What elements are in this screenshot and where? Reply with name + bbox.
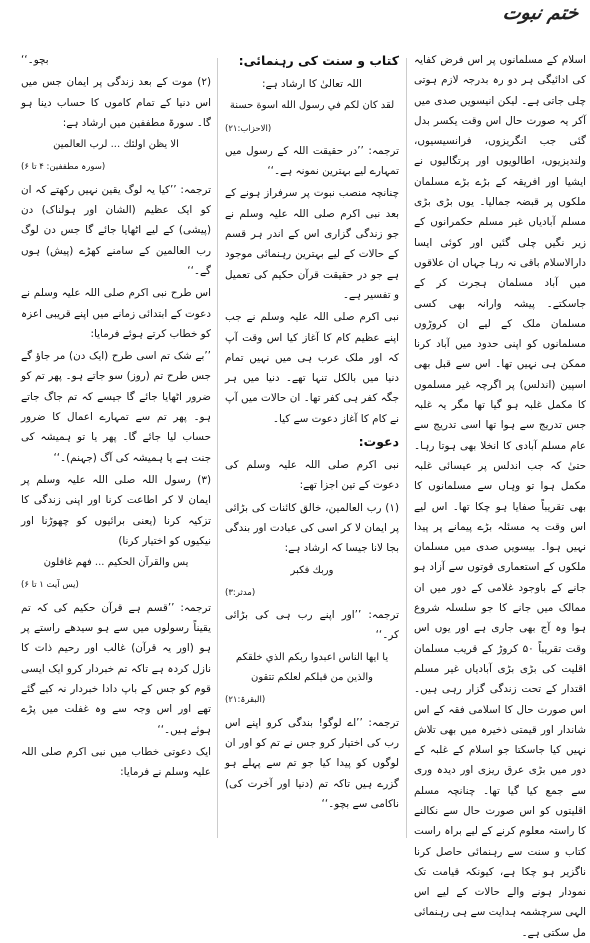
body-paragraph: نبی اکرم صلی اللہ علیہ وسلم نے جب اپنے عظیم کام کا آغاز کیا اس وقت آپ کہ اور ملک عرب ہی میں نہیں تمام دنیا میں بالکل تنہا تھے۔ دنیا میں ہر جگہ کفر ہی کفر تھا۔ ان حالات میں آپ نے کام کا آغاز دعوت سے کیا۔ — [225, 311, 399, 425]
continued-text: بچو۔‘‘ — [21, 54, 49, 66]
translation: ترجمہ: ’’اور اپنے رب ہی کی بڑائی کر۔‘‘ — [225, 609, 399, 642]
body-paragraph: ایک دعوتی خطاب میں نبی اکرم صلی اللہ علیہ وسلم نے فرمایا: — [21, 745, 211, 779]
column-divider — [217, 58, 218, 838]
verse-reference: (سورہ مطففین: ۴ تا ۶) — [21, 162, 106, 173]
quran-verse: لقد كان لكم في رسول الله اسوة حسنة — [229, 100, 395, 112]
translation: ترجمہ: ’’در حقیقت اللہ کے رسول میں تمہارے لیے بہترین نمونہ ہے۔‘‘ — [225, 144, 399, 178]
column-divider — [406, 58, 407, 838]
body-paragraph: چنانچہ منصب نبوت پر سرفراز ہونے کے بعد نبی اکرم صلی اللہ علیہ وسلم نے جو زندگی گزاری اس کے اندر ہر قسم کے حالات کے لیے بہترین رہنمائی موجود ہے جو در حقیقت قرآن حکیم کی تعمیل و تفسیر ہے۔ — [225, 187, 399, 301]
quran-verse: يا ايها الناس اعبدوا ربكم الذي خلقكم والذين من قبلكم لعلكم تتقون — [235, 651, 389, 684]
translation: ترجمہ: ’’اے لوگو! بندگی کرو اپنے اس رب کی اختیار کرو جس نے تم کو اور ان لوگوں کو پیدا کیا جو تم سے پہلے ہو گزرے ہیں تاکہ تم (دنیا اور آخرت کی) ناکامی سے بچو۔‘‘ — [225, 716, 399, 810]
intro-text: اللہ تعالیٰ کا ارشاد ہے: — [262, 78, 362, 90]
body-paragraph: اسلام کے مسلمانوں پر اس فرض کفایہ کی ادائیگی ہر دو رہ بدرجہ لازم ہوتی چلی جاتی ہے۔ لیکن انیسویں صدی میں آکر یہ صورت حال اس وقت یکسر بدل گئی جب انگریزوں، فرانسیسیوں، ولندیزیوں، اطالویوں اور پرتگالیوں نے ایشیا اور افریقہ کے بڑے بڑے مسلمان ملکوں پر قبضہ جمالیا۔ یوں بڑی بڑی مسلم آبادیاں غیر مسلم حکمرانوں کے زیر نگیں چلی گئیں اور کوئی ایسا دارالاسلام باقی نہ رہا جہاں ان علاقوں میں آباد مسلمان ہجرت کر کے جاسکتے۔ پیشہ وارانہ بھی کسی مسلمان ملک کے لیے ان کروڑوں مسلمانوں کو اپنی حدود میں آباد کرنا ممکن ہی نہیں تھا۔ اس سے قبل بھی اسپین (اندلس) پر اگرچہ غیر مسلموں کا مکمل غلبہ ہو گیا تھا مگر یہ غلبہ جس تدریج سے ہوا تھا اسی تدریج سے عام مسلم آبادی کا انخلا بھی ہوتا رہا۔ حتیٰ کہ جب اندلس پر عیسائی غلبہ مکمل ہوا تو وہاں سے مسلمانوں کا بھی تقریباً صفایا ہو چکا تھا۔ اس لیے اس وقت یہ مسئلہ بڑے پیمانے پر پیدا نہیں ہوا۔ بیسویں صدی میں مسلمان ملکوں کے استعماری قوتوں سے آزاد ہو جانے کے باوجود غلامی کے دور میں ان ممالک میں جانے کا جو سلسلہ شروع ہوا وہ آج بھی جاری ہے اور یوں اس وقت تقریباً ۵۰ کروڑ کے قریب مسلمان اقلیت کی بڑی بڑی آبادیاں غیر مسلم اقتدار کے تحت زندگی گزار رہی ہیں۔ اس صورت حال کا اسلامی فقہ کے اس شاندار اور قیمتی ذخیرہ میں بھی تلاش نہیں کیا جاسکتا جو اسلام کے غلبہ کے دور میں بڑی عرق ریزی اور دیدہ وری سے جمع کیا گیا تھا۔ چنانچہ مسلم اقلیتوں کو اس صورت حال سے نکالنے کا راستہ معلوم کرنے کے لیے براہ راست کتاب و سنت سے رہنمائی حاصل کرنا ناگزیر ہو چکا ہے، کیونکہ قیامت تک نمودار ہونے والے حالات کے لیے اس الہی سرچشمہ ہدایت سے ہی رہنمائی مل سکتی ہے۔ — [414, 54, 586, 939]
body-paragraph: نبی اکرم صلی اللہ علیہ وسلم کی دعوت کے تین اجزا تھے: — [225, 459, 399, 492]
verse-reference: (مدثر:۳) — [225, 587, 256, 598]
left-column — [21, 50, 211, 846]
middle-column — [225, 50, 399, 846]
magazine-logo: ختم نبوت — [500, 2, 580, 24]
quran-verse: الا يظن اولئك ... لرب العالمين — [53, 139, 179, 151]
verse-reference: (الاحزاب:۲۱) — [225, 123, 272, 134]
hadith-quote: ’’بے شک تم اسی طرح (ایک دن) مر جاؤ گے جس طرح تم (روز) سو جاتے ہو۔ پھر تم کو ضرور اٹھایا جائے گا جیسے کہ تم جاگ جاتے ہو۔ پھر تم سے تمہارے اعمال کا ضرور حساب لیا جائے گا۔ پھر یا تو ہمیشہ کی جنت ہے یا ہمیشہ کی آگ (جہنم)۔‘‘ — [21, 350, 211, 464]
right-column — [414, 50, 586, 939]
verse-reference: (البقرۃ:۲۱) — [225, 695, 266, 706]
body-paragraph: (۳) رسول اللہ صلی اللہ علیہ وسلم پر ایمان لا کر اطاعت کرنا اور اپنی زندگی کا تزکیہ کرنا (یعنی برائیوں کو چھوڑنا اور نیکیوں کو اختیار کرنا) — [21, 473, 211, 547]
body-paragraph: (۲) موت کے بعد زندگی پر ایمان جس میں اس دنیا کے تمام کاموں کا حساب دینا ہو گا۔ سورۃ مطففین میں ارشاد ہے: — [21, 76, 211, 129]
verse-reference: (یس آیت ۱ تا ۶) — [21, 580, 79, 591]
quran-verse: يس والقرآن الحكيم ... فهم غافلون — [43, 557, 189, 569]
body-paragraph: (۱) رب العالمین، خالق کائنات کی بڑائی پر ایمان لا کر اسی کی عبادت اور بندگی بجا لانا جیسا کہ ارشاد ہے: — [225, 501, 399, 555]
page-header — [0, 0, 590, 40]
section-heading: کتاب و سنت کی رہنمائی: — [238, 53, 399, 68]
section-heading: دعوت: — [358, 434, 399, 450]
translation: ترجمہ: ’’کیا یہ لوگ یقین نہیں رکھتے کہ ان کو ایک عظیم (الشان اور ہولناک) دن (پیشی) کے لیے اٹھایا جائے گا جس دن لوگ رب العالمین کے سامنے کھڑے (پیش) ہوں گے۔‘‘ — [21, 183, 211, 277]
body-paragraph: اس طرح نبی اکرم صلی اللہ علیہ وسلم نے دعوت کے ابتدائی زمانے میں اپنے قریبی اعزہ کو خطاب کرتے ہوئے فرمایا: — [21, 287, 211, 340]
quran-verse: وربك فكبر — [290, 564, 334, 576]
translation: ترجمہ: ’’قسم ہے قرآن حکیم کی کہ تم یقیناً رسولوں میں سے ہو سیدھے راستے پر ہو (اور یہ قرآن) غالب اور رحیم ذات کا نازل کردہ ہے تاکہ تم خبردار کرو ایک ایسی قوم کو جس کے باپ دادا خبردار نہ کیے گئے تھے اور اس وجہ سے وہ غفلت میں پڑے ہوئے ہیں۔‘‘ — [21, 601, 211, 736]
